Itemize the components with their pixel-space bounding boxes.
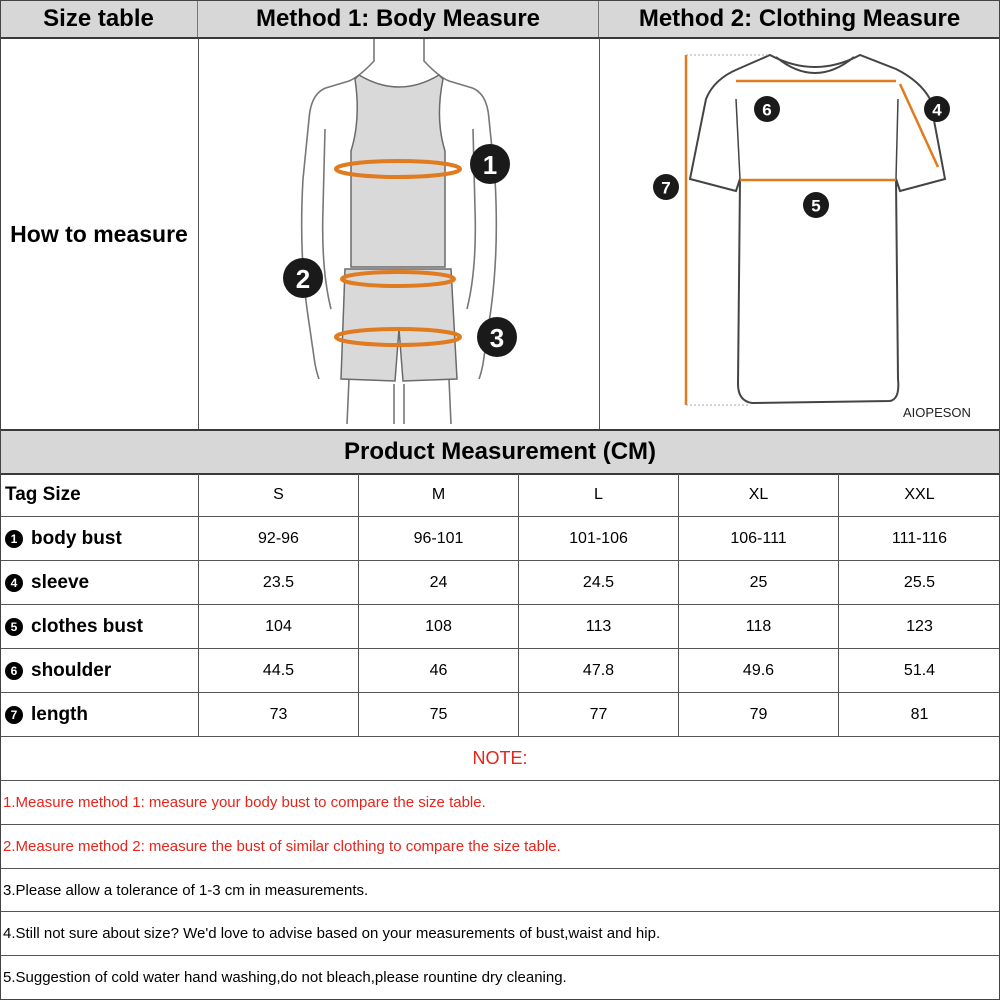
number-badge-icon: 5	[5, 618, 23, 636]
svg-text:4: 4	[932, 100, 942, 120]
table-cell: 92-96	[258, 529, 299, 547]
marker-2-icon	[283, 258, 323, 298]
body-measure-illustration	[199, 39, 599, 429]
table-cell: 106-111	[730, 529, 787, 547]
table-cell: 77	[589, 705, 608, 723]
table-cell: 108	[425, 617, 452, 635]
number-badge-icon: 7	[5, 706, 23, 724]
marker-6-icon	[754, 96, 780, 122]
marker-3-icon	[477, 317, 517, 357]
row-label-text: shoulder	[31, 659, 112, 681]
size-header: XXL	[904, 486, 935, 503]
table-cell: 25	[749, 573, 768, 591]
marker-7-icon	[653, 174, 679, 200]
note-line: 2.Measure method 2: measure the bust of similar clothing to compare the size table.	[3, 838, 561, 855]
number-badge-icon: 4	[5, 574, 23, 592]
table-cell: 118	[745, 617, 772, 635]
marker-1-icon	[470, 144, 510, 184]
marker-4-icon	[924, 96, 950, 122]
table-cell: 24.5	[582, 573, 615, 591]
table-cell: 51.4	[903, 661, 936, 679]
table-cell: 123	[906, 617, 933, 635]
how-to-measure-label: How to measure	[10, 220, 188, 247]
row-label-text: sleeve	[31, 571, 90, 593]
brand-label: AIOPESON	[903, 405, 971, 420]
table-cell: 113	[585, 617, 612, 635]
product-measurement-title: Product Measurement (CM)	[0, 431, 1000, 473]
tag-size-label: Tag Size	[5, 484, 81, 505]
header-method-2: Method 2: Clothing Measure	[599, 0, 1000, 38]
tank-top	[351, 75, 445, 267]
table-cell: 104	[265, 617, 292, 635]
t-shirt	[690, 55, 945, 403]
table-cell: 49.6	[742, 661, 775, 679]
row-label	[5, 605, 143, 648]
marker-5-icon	[803, 192, 829, 218]
row-label-text: body bust	[31, 527, 122, 549]
header-size-table: Size table	[0, 0, 198, 38]
clothing-measure-illustration	[600, 39, 1000, 429]
table-cell: 44.5	[262, 661, 295, 679]
table-cell: 81	[910, 705, 929, 723]
table-cell: 24	[429, 573, 448, 591]
table-cell: 111-116	[891, 529, 948, 547]
row-label-text: clothes bust	[31, 615, 143, 637]
size-header: L	[594, 486, 603, 503]
note-line: 5.Suggestion of cold water hand washing,do not bleach,please rountine dry cleaning.	[3, 969, 567, 986]
table-cell: 79	[749, 705, 768, 723]
note-line: 4.Still not sure about size? We'd love to advise based on your measurements of bust,waist and hip.	[3, 925, 661, 942]
number-badge-icon: 6	[5, 662, 23, 680]
row-label	[5, 649, 111, 692]
svg-text:5: 5	[811, 196, 821, 216]
svg-text:2: 2	[295, 264, 311, 294]
table-cell: 73	[269, 705, 288, 723]
row-label	[5, 693, 88, 736]
table-cell: 96-101	[413, 529, 464, 547]
table-cell: 46	[429, 661, 448, 679]
table-cell: 47.8	[582, 661, 615, 679]
size-header: XL	[748, 486, 769, 503]
row-label	[5, 561, 89, 604]
table-cell: 23.5	[262, 573, 295, 591]
note-line: 1.Measure method 1: measure your body bust to compare the size table.	[3, 794, 486, 811]
note-title: NOTE:	[472, 748, 528, 768]
size-header: S	[273, 486, 284, 503]
svg-text:1: 1	[482, 150, 498, 180]
svg-text:3: 3	[489, 323, 505, 353]
table-cell: 75	[429, 705, 448, 723]
table-cell: 25.5	[903, 573, 936, 591]
svg-text:6: 6	[762, 100, 772, 120]
size-header: M	[431, 486, 446, 503]
svg-text:7: 7	[661, 178, 671, 198]
table-cell: 101-106	[569, 529, 628, 547]
header-method-1: Method 1: Body Measure	[198, 0, 599, 38]
row-label-text: length	[31, 703, 88, 725]
row-label	[5, 517, 122, 560]
note-line: 3.Please allow a tolerance of 1-3 cm in measurements.	[3, 881, 369, 899]
number-badge-icon: 1	[5, 530, 23, 548]
